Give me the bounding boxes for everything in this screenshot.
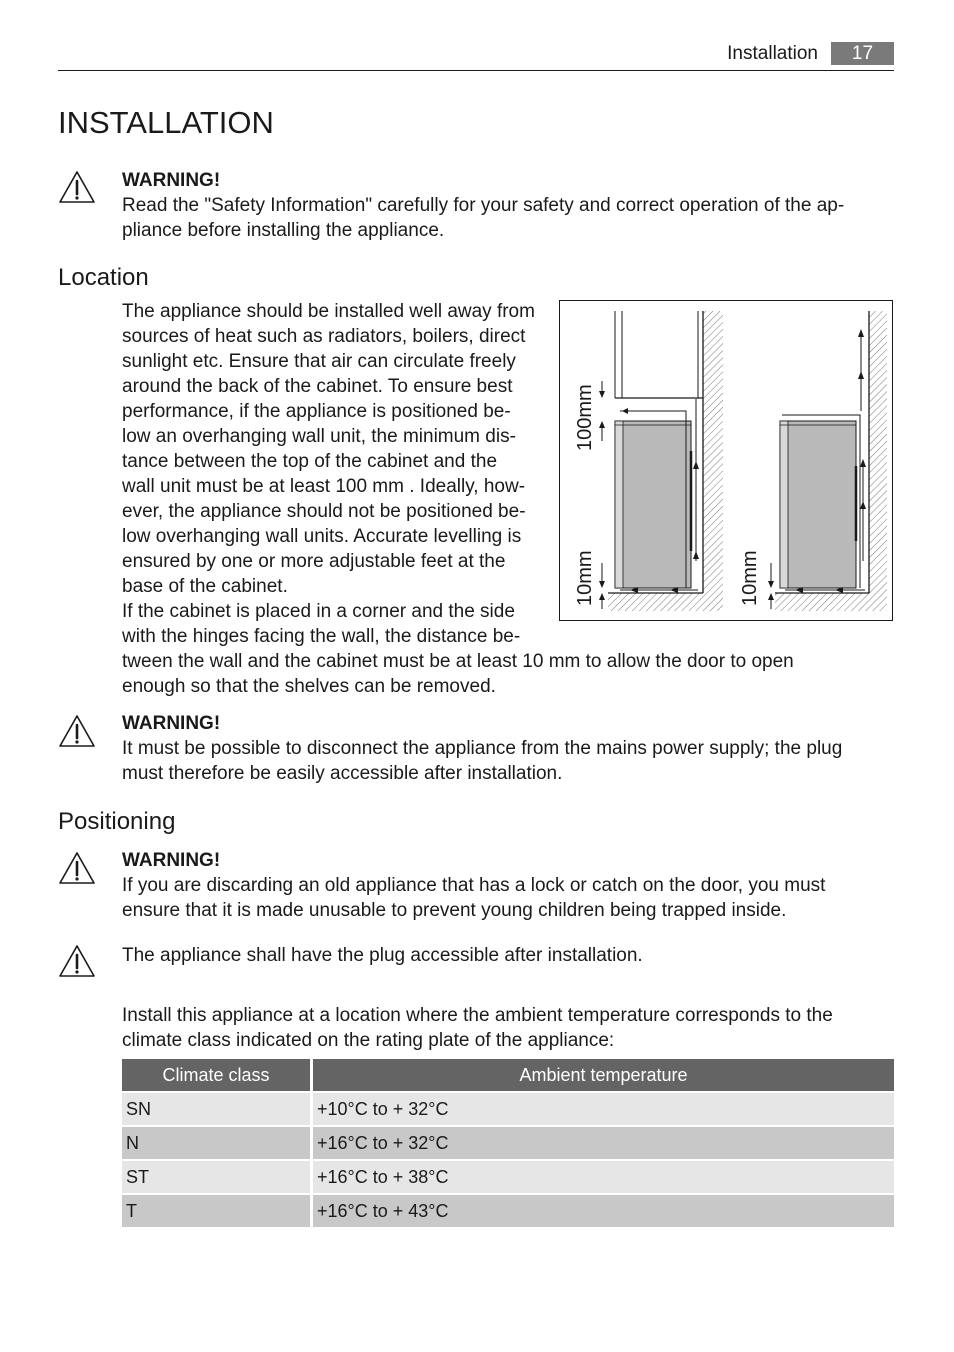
table-header-row bbox=[122, 1059, 894, 1091]
warning-title: WARNING! bbox=[122, 713, 221, 734]
table-row bbox=[122, 1093, 894, 1125]
location-text: The appliance should be installed well away from sources of heat such as radiators, boilers, direct sunlight etc. Ensure that air can circulate freely around the back of the cabinet. To ensure best performance, if the appliance is positioned be- low an overhanging wall unit, the minimum dis- tance between the top of the cabinet and the wall unit must be at least 100 mm . Ideally, how- ever, the appliance should not be positioned be- low overhanging wall units. Accurate levelling is ensured by one or more adjustable feet at the base of the cabinet. If the cabinet is placed in a corner and the side with the hinges facing the wall, the distance be- tween the wall and the cabinet must be at least 10 mm to allow the door to open enough so that the shelves can be removed. bbox=[122, 301, 794, 697]
floor-hatch-right bbox=[775, 593, 869, 611]
climate-class-table bbox=[122, 1059, 894, 1227]
table-row bbox=[122, 1127, 894, 1159]
table-cell: +10°C to + 32°C bbox=[313, 1093, 894, 1125]
page-number: 17 bbox=[831, 42, 894, 65]
cabinet-right bbox=[780, 421, 856, 588]
dimension-label-10mm-left: 10mm bbox=[574, 550, 596, 606]
table-header-cell: Ambient temperature bbox=[313, 1059, 894, 1091]
warning-triangle-icon bbox=[58, 851, 96, 885]
table-cell: +16°C to + 32°C bbox=[313, 1127, 894, 1159]
header-divider bbox=[58, 70, 894, 71]
table-cell: +16°C to + 43°C bbox=[313, 1195, 894, 1227]
floor-hatch-left bbox=[608, 593, 703, 611]
running-header-section: Installation bbox=[727, 43, 818, 64]
warning-triangle-icon bbox=[58, 170, 96, 204]
table-cell: T bbox=[122, 1195, 310, 1227]
table-cell: ST bbox=[122, 1161, 310, 1193]
page-title: INSTALLATION bbox=[58, 105, 274, 140]
clearance-diagram-drawing bbox=[560, 301, 892, 620]
warning-text: It must be possible to disconnect the appliance from the mains power supply; the plug must therefore be easily accessible after installation. bbox=[122, 738, 843, 784]
warning-text: Read the "Safety Information" carefully for your safety and correct operation of the ap- pliance before installing the appliance. bbox=[122, 195, 845, 241]
warning-triangle-icon bbox=[58, 714, 96, 748]
table-row bbox=[122, 1195, 894, 1227]
installation-clearance-diagram bbox=[559, 300, 893, 621]
table-header-cell: Climate class bbox=[122, 1059, 310, 1091]
climate-intro-text: Install this appliance at a location where the ambient temperature corresponds to the climate class indicated on the rating plate of the appliance: bbox=[122, 1005, 833, 1051]
table-cell: SN bbox=[122, 1093, 310, 1125]
warning-text: If you are discarding an old appliance that has a lock or catch on the door, you must ensure that it is made unusable to prevent young children being trapped inside. bbox=[122, 875, 826, 921]
dimension-label-100mm: 100mm bbox=[574, 384, 596, 451]
table-row bbox=[122, 1161, 894, 1193]
plug-accessibility-note: The appliance shall have the plug accessible after installation. bbox=[122, 945, 643, 966]
wall-hatch-right bbox=[869, 311, 887, 611]
warning-triangle-icon bbox=[58, 944, 96, 978]
dimension-label-10mm-right: 10mm bbox=[739, 550, 761, 606]
section-title-location: Location bbox=[58, 264, 149, 291]
section-title-positioning: Positioning bbox=[58, 808, 176, 835]
warning-title: WARNING! bbox=[122, 170, 221, 191]
cabinet-left bbox=[615, 421, 691, 588]
table-cell: N bbox=[122, 1127, 310, 1159]
warning-title: WARNING! bbox=[122, 850, 221, 871]
wall-hatch-left bbox=[703, 311, 723, 611]
table-cell: +16°C to + 38°C bbox=[313, 1161, 894, 1193]
